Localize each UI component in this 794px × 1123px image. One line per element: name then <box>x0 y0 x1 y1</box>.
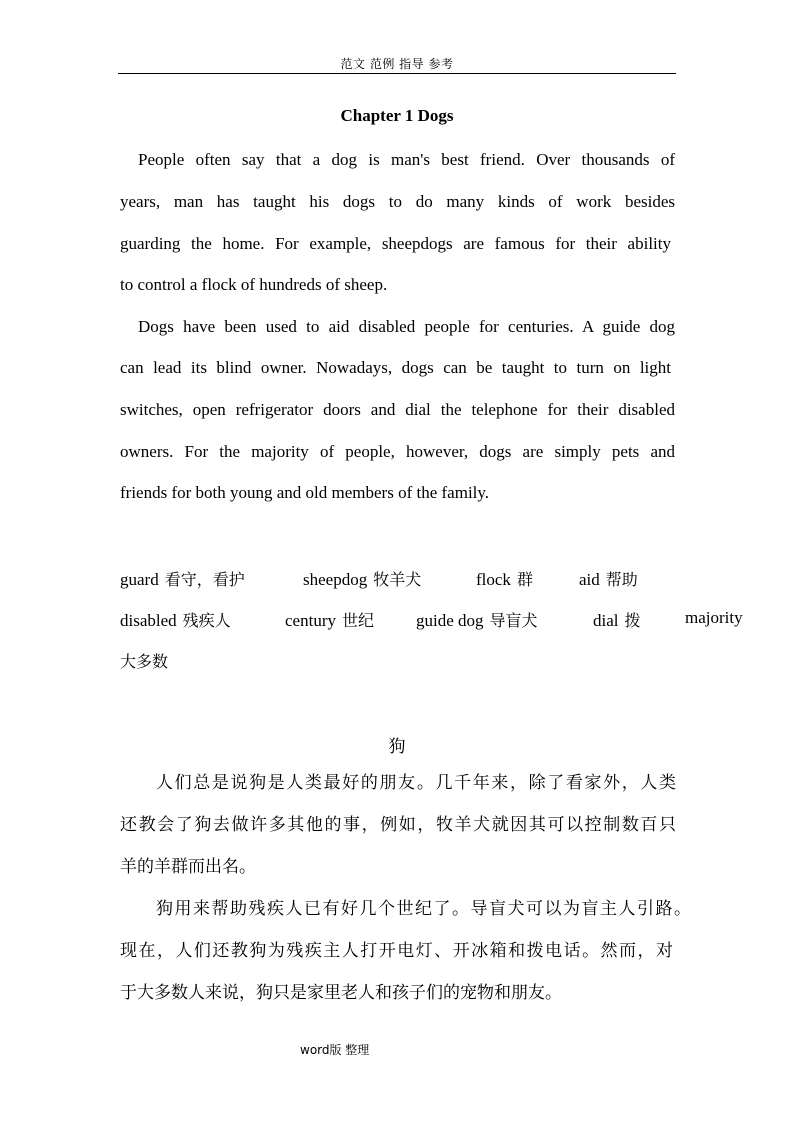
page-header: 范文 范例 指导 参考 <box>340 57 454 71</box>
english-paragraph-2-line-2: can lead its blind owner. Nowadays, dogs can be taught to turn on light <box>120 358 671 377</box>
vocab-meaning: 世纪 <box>341 611 374 630</box>
header-divider <box>118 73 676 74</box>
chinese-title: 狗 <box>388 737 406 757</box>
vocab-word: sheepdog <box>303 570 368 589</box>
vocab-word: aid <box>579 570 600 589</box>
chinese-paragraph-1-line-2: 还教会了狗去做许多其他的事，例如，牧羊犬就因其可以控制数百只 <box>120 815 676 835</box>
english-paragraph-2-line-1: Dogs have been used to aid disabled people for centuries. A guide dog <box>138 317 675 336</box>
vocab-meaning: 帮助 <box>605 570 638 589</box>
chinese-paragraph-1-line-3: 羊的羊群而出名。 <box>120 857 256 877</box>
english-paragraph-2-line-3: switches, open refrigerator doors and dial the telephone for their disabled <box>120 400 675 419</box>
vocab-item-majority-word: majority <box>685 608 743 627</box>
chinese-paragraph-2-line-1: 狗用来帮助残疾人已有好几个世纪了。导盲犬可以为盲主人引路。 <box>156 899 691 919</box>
vocab-item-dial <box>593 608 641 631</box>
vocab-meaning: 看守，看护 <box>164 570 245 589</box>
english-paragraph-1-line-2: years, man has taught his dogs to do many kinds of work besides <box>120 192 675 211</box>
chinese-paragraph-2-line-2: 现在，人们还教狗为残疾主人打开电灯、开冰箱和拨电话。然而，对 <box>120 941 673 961</box>
vocab-item-aid <box>579 567 638 590</box>
chinese-paragraph-2-line-3: 于大多数人来说，狗只是家里老人和孩子们的宠物和朋友。 <box>120 983 562 1003</box>
vocab-item-guard <box>120 567 245 590</box>
vocab-word: guide dog <box>416 611 484 630</box>
vocab-meaning: 残疾人 <box>182 611 231 630</box>
english-paragraph-1-line-4: to control a flock of hundreds of sheep. <box>120 275 388 294</box>
english-paragraph-2-line-5: friends for both young and old members of the family. <box>120 483 490 502</box>
vocab-word: disabled <box>120 611 177 630</box>
vocab-item-guide-dog <box>416 608 538 631</box>
chinese-paragraph-1-line-1: 人们总是说狗是人类最好的朋友。几千年来，除了看家外，人类 <box>156 773 676 793</box>
vocab-word: guard <box>120 570 159 589</box>
vocab-word: dial <box>593 611 619 630</box>
chapter-title: Chapter 1 Dogs <box>340 106 454 125</box>
vocab-word: flock <box>476 570 511 589</box>
english-paragraph-2-line-4: owners. For the majority of people, however, dogs are simply pets and <box>120 442 675 461</box>
vocab-item-sheepdog <box>303 567 421 590</box>
vocab-item-century <box>285 608 374 631</box>
vocab-item-flock <box>476 567 533 590</box>
vocab-word: century <box>285 611 336 630</box>
vocab-meaning: 群 <box>516 570 533 589</box>
vocab-item-majority-meaning: 大多数 <box>120 652 169 671</box>
vocab-meaning: 导盲犬 <box>489 611 538 630</box>
vocab-item-disabled <box>120 608 231 631</box>
english-paragraph-1-line-3: guarding the home. For example, sheepdogs are famous for their ability <box>120 234 671 253</box>
page-footer: word版 整理 <box>300 1043 370 1057</box>
vocab-meaning: 拨 <box>624 611 641 630</box>
vocab-meaning: 牧羊犬 <box>373 570 422 589</box>
english-paragraph-1-line-1: People often say that a dog is man's best friend. Over thousands of <box>138 150 675 169</box>
